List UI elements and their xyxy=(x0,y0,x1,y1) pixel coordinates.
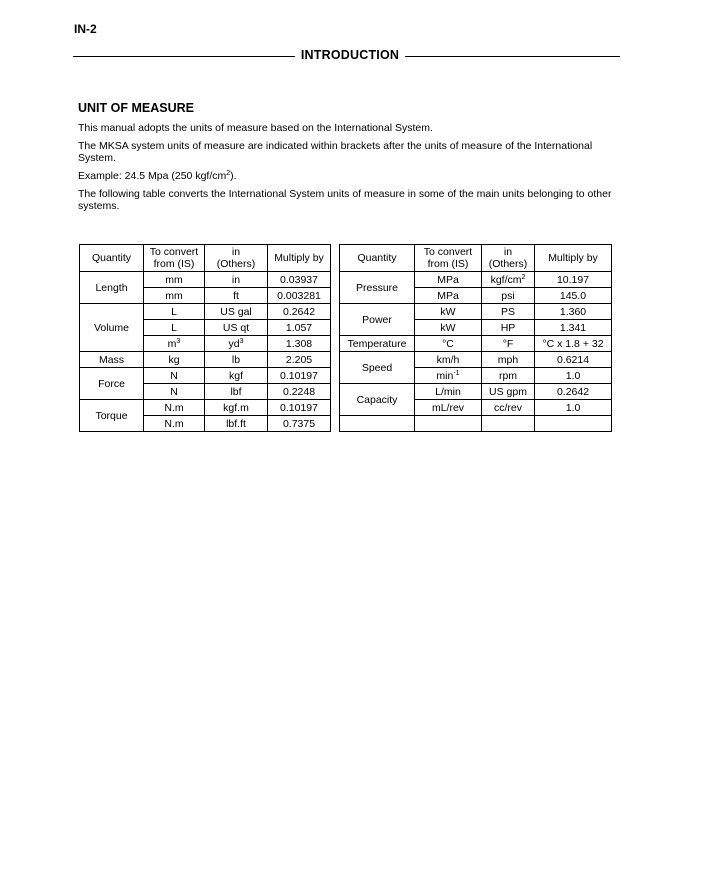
factor: 0.7375 xyxy=(268,416,331,432)
example-paragraph: Example: 24.5 Mpa (250 kgf/$cm^2$). xyxy=(78,170,237,182)
factor: 0.6214 xyxy=(535,352,612,368)
from-unit: $\min^{-1}$ xyxy=(415,368,482,384)
to-unit: US gal xyxy=(205,304,268,320)
table-row xyxy=(80,352,331,368)
to-unit: kgf.m xyxy=(205,400,268,416)
col-from: To convert from (IS) xyxy=(144,245,205,272)
from-unit: L xyxy=(144,320,205,336)
conversion-table-right xyxy=(339,244,612,432)
factor: 1.308 xyxy=(268,336,331,352)
table-row xyxy=(340,304,612,320)
table-row xyxy=(340,352,612,368)
factor: 1.360 xyxy=(535,304,612,320)
from-unit: MPa xyxy=(415,272,482,288)
to-unit: kgf/$cm^2$ xyxy=(482,272,535,288)
header-rule-right xyxy=(405,56,620,57)
quantity-temperature: Temperature xyxy=(340,336,415,352)
to-unit: cc/rev xyxy=(482,400,535,416)
table-row xyxy=(340,272,612,288)
quantity-pressure: Pressure xyxy=(340,272,415,304)
from-unit: N xyxy=(144,384,205,400)
conversion-table-left xyxy=(79,244,331,432)
col-factor: Multiply by xyxy=(268,245,331,272)
to-unit: lbf xyxy=(205,384,268,400)
from-unit: N xyxy=(144,368,205,384)
table-row xyxy=(80,400,331,416)
factor: 0.2642 xyxy=(268,304,331,320)
table-row-empty xyxy=(340,416,612,432)
from-unit: mm xyxy=(144,288,205,304)
section-title: INTRODUCTION xyxy=(300,48,400,62)
quantity-torque: Torque xyxy=(80,400,144,432)
section-heading: UNIT OF MEASURE xyxy=(78,101,194,115)
from-unit: °C xyxy=(415,336,482,352)
empty-cell xyxy=(535,416,612,432)
unit-of-measure-section xyxy=(78,102,626,218)
col-from: To convert from (IS) xyxy=(415,245,482,272)
from-unit: kg xyxy=(144,352,205,368)
factor: 2.205 xyxy=(268,352,331,368)
quantity-speed: Speed xyxy=(340,352,415,384)
quantity-capacity: Capacity xyxy=(340,384,415,416)
table-row xyxy=(340,384,612,400)
factor: 0.03937 xyxy=(268,272,331,288)
col-quantity: Quantity xyxy=(80,245,144,272)
to-unit: $yd^3$ xyxy=(205,336,268,352)
from-unit: $m^3$ xyxy=(144,336,205,352)
to-unit: lbf.ft xyxy=(205,416,268,432)
factor: 1.0 xyxy=(535,400,612,416)
factor: 1.0 xyxy=(535,368,612,384)
table-row xyxy=(80,304,331,320)
to-unit: HP xyxy=(482,320,535,336)
page-number: IN-2 xyxy=(74,22,97,36)
table-row xyxy=(80,272,331,288)
col-to: in (Others) xyxy=(205,245,268,272)
table-row xyxy=(80,368,331,384)
quantity-mass: Mass xyxy=(80,352,144,368)
quantity-force: Force xyxy=(80,368,144,400)
factor: 1.341 xyxy=(535,320,612,336)
to-unit: rpm xyxy=(482,368,535,384)
from-unit: kW xyxy=(415,304,482,320)
to-unit: kgf xyxy=(205,368,268,384)
empty-cell xyxy=(415,416,482,432)
empty-cell xyxy=(482,416,535,432)
col-quantity: Quantity xyxy=(340,245,415,272)
factor: 0.003281 xyxy=(268,288,331,304)
table-header-row xyxy=(80,245,331,272)
factor: 0.10197 xyxy=(268,368,331,384)
to-unit: in xyxy=(205,272,268,288)
quantity-power: Power xyxy=(340,304,415,336)
col-factor: Multiply by xyxy=(535,245,612,272)
table-intro-paragraph: The following table converts the International System units of measure in some of the main units belonging to other systems. xyxy=(78,188,612,212)
conversion-tables xyxy=(79,244,612,432)
to-unit: US gpm xyxy=(482,384,535,400)
header-rule-left xyxy=(73,56,295,57)
from-unit: mL/rev xyxy=(415,400,482,416)
from-unit: kW xyxy=(415,320,482,336)
from-unit: mm xyxy=(144,272,205,288)
factor: 0.2642 xyxy=(535,384,612,400)
table-header-row xyxy=(340,245,612,272)
from-unit: L xyxy=(144,304,205,320)
factor: 0.2248 xyxy=(268,384,331,400)
from-unit: N.m xyxy=(144,400,205,416)
table-row xyxy=(340,336,612,352)
to-unit: US qt xyxy=(205,320,268,336)
to-unit: PS xyxy=(482,304,535,320)
quantity-volume: Volume xyxy=(80,304,144,352)
empty-cell xyxy=(340,416,415,432)
from-unit: L/min xyxy=(415,384,482,400)
from-unit: km/h xyxy=(415,352,482,368)
col-to: in (Others) xyxy=(482,245,535,272)
quantity-length: Length xyxy=(80,272,144,304)
factor: 0.10197 xyxy=(268,400,331,416)
to-unit: mph xyxy=(482,352,535,368)
factor: 10.197 xyxy=(535,272,612,288)
factor: °C x 1.8 + 32 xyxy=(535,336,612,352)
to-unit: psi xyxy=(482,288,535,304)
to-unit: °F xyxy=(482,336,535,352)
to-unit: ft xyxy=(205,288,268,304)
from-unit: MPa xyxy=(415,288,482,304)
factor: 1.057 xyxy=(268,320,331,336)
from-unit: N.m xyxy=(144,416,205,432)
to-unit: lb xyxy=(205,352,268,368)
mksa-paragraph: The MKSA system units of measure are indicated within brackets after the units of measure of the International System. xyxy=(78,140,593,164)
intro-paragraph: This manual adopts the units of measure based on the International System. xyxy=(78,122,433,134)
factor: 145.0 xyxy=(535,288,612,304)
